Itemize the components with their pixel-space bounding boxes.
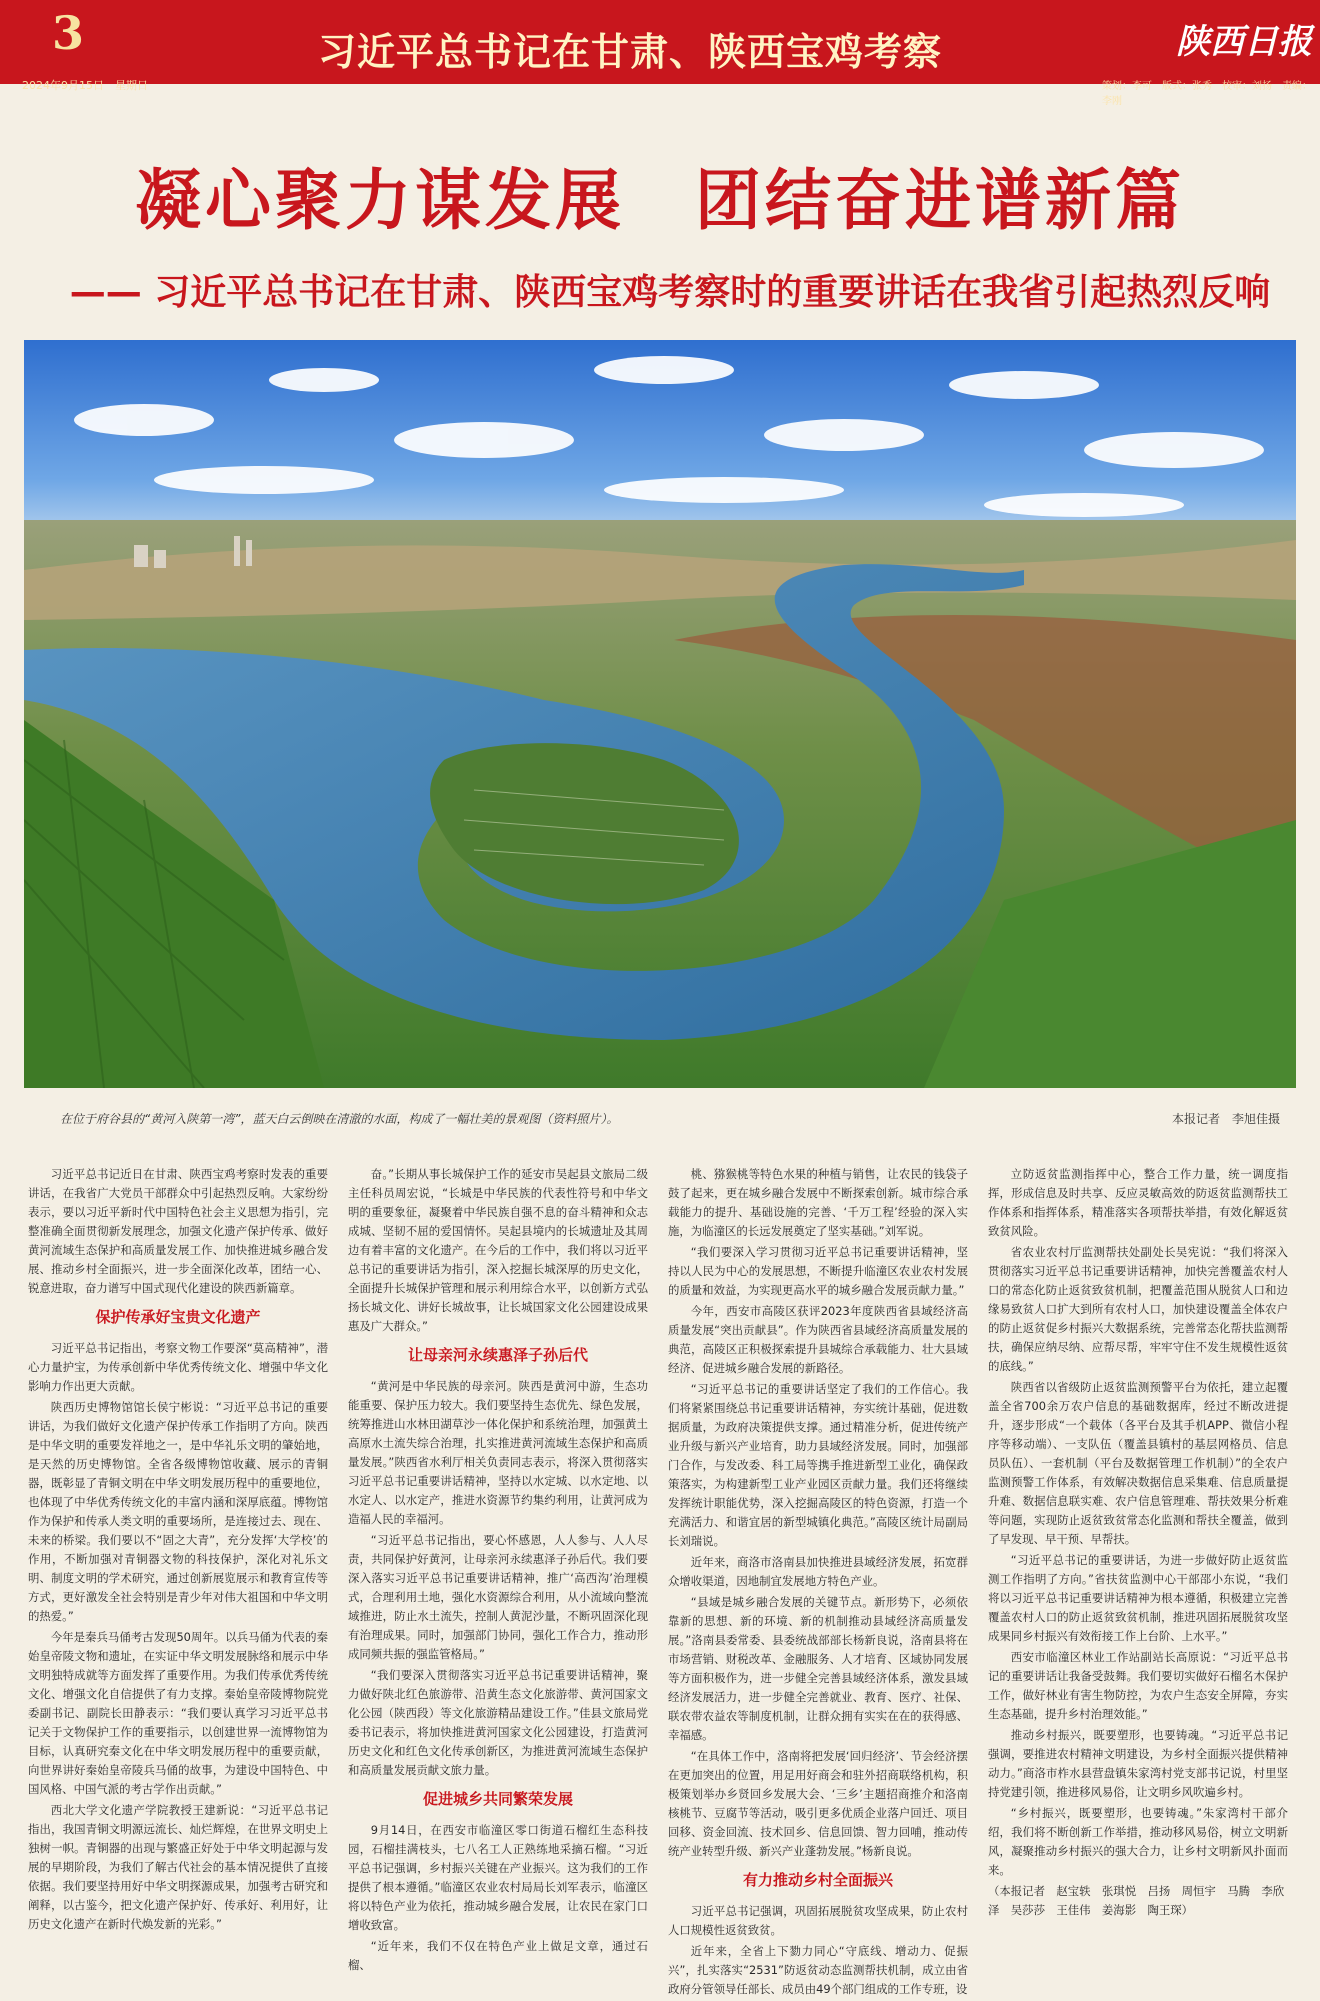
yellow-river-photo [24, 340, 1296, 1088]
paragraph: 桃、猕猴桃等特色水果的种植与销售，让农民的钱袋子鼓了起来，更在城乡融合发展中不断探索创新。城市综合承载能力的提升、基础设施的完善、‘千万工程’经验的深入实施，为临潼区的长远发展奠定了坚实基础。”刘军说。 [668, 1167, 968, 1238]
photo-caption: 在位于府谷县的“黄河入陕第一湾”，蓝天白云倒映在清澈的水面，构成了一幅壮美的景观图（资料照片）。 [60, 1112, 619, 1126]
reporter-credits: （本报记者 赵宝轶 张琪悦 吕扬 周恒宇 马腾 李欣泽 吴莎莎 王佳伟 姜海影 陶王琛） [988, 1884, 1285, 1917]
paragraph: 立防返贫监测指挥中心，整合工作力量，统一调度指挥，形成信息及时共享、反应灵敏高效的防返贫监测帮扶工作体系和指挥体系，精准落实各项帮扶举措，有效化解返贫致贫风险。 [988, 1167, 1288, 1238]
newspaper-masthead: 陕西日报 [1176, 22, 1312, 62]
paragraph: “乡村振兴，既要塑形，也要铸魂。”朱家湾村干部介绍，我们将不断创新工作举措，推动移风易俗，树立文明新风，凝聚推动乡村振兴的强大合力，让乡村文明新风扑面而来。 [988, 1806, 1288, 1877]
paragraph: 近年来，商洛市洛南县加快推进县域经济发展，拓宽群众增收渠道，因地制宜发展地方特色产业。 [668, 1555, 968, 1588]
issue-date: 2024年9月15日 星期日 [22, 79, 148, 92]
section-heading-rural-revitalization: 有力推动乡村全面振兴 [742, 1871, 893, 1889]
paragraph: 西安市临潼区林业工作站副站长高原说：“习近平总书记的重要讲话让我备受鼓舞。我们要切实做好石榴名木保护工作，做好林业有害生物防控，为农户生态安全屏障，夯实生态基础，提升乡村治理效能。” [988, 1650, 1288, 1721]
photo-credit: 本报记者 李旭佳摄 [1172, 1112, 1281, 1126]
paragraph: 习近平总书记强调，巩固拓展脱贫攻坚成果，防止农村人口规模性返贫致贫。 [668, 1904, 968, 1937]
paragraph: “黄河是中华民族的母亲河。陕西是黄河中游，生态功能重要、保护压力较大。我们要坚持生态优先、绿色发展，统筹推进山水林田湖草沙一体化保护和系统治理，加强黄土高原水土流失综合治理，扎实推进黄河流域生态保护和高质量发展。”陕西省水利厅相关负责同志表示，将深入贯彻落实习近平总书记重要讲话精神，坚持以水定城、以水定地、以水定人、以水定产，推进水资源节约集约利用，让黄河成为造福人民的幸福河。 [348, 1379, 648, 1526]
section-heading-yellow-river: 让母亲河永续惠泽子孙后代 [407, 1346, 588, 1364]
paragraph: “我们要深入学习贯彻习近平总书记重要讲话精神，坚持以人民为中心的发展思想，不断提升临潼区农业农村发展的质量和效益，为实现更高水平的城乡融合发展贡献力量。” [668, 1245, 968, 1297]
article-column-2 [348, 1165, 648, 1977]
paragraph: 西北大学文化遗产学院教授王建新说：“习近平总书记指出，我国青铜文明源远流长、灿烂辉煌，在世界文明史上独树一帜。青铜器的出现与繁盛正好处于中华文明起源与发展的早期阶段，为我们了解古代社会的基本情况提供了直接依据。我们要坚持用好中华文明探源成果，加强考古研究和阐释，以古鉴今，把文化遗产保护好、传承好、利用好，让历史文化遗产在新时代焕发新的光彩。” [28, 1803, 328, 1931]
paragraph: “习近平总书记指出，要心怀感恩，人人参与、人人尽责，共同保护好黄河，让母亲河永续惠泽子孙后代。我们要深入落实习近平总书记重要讲话精神，推广‘高西沟’治理模式，合理利用土地，强化水资源综合利用，从小流域向整流域推进，防止水土流失，控制人黄泥沙量，不断巩固深化现有治理成果。同时，加强部门协同，强化工作合力，推动形成同频共振的强监管格局。” [348, 1533, 648, 1661]
paragraph: 今年，西安市高陵区获评2023年度陕西省县域经济高质量发展“突出贡献县”。作为陕西省县域经济高质量发展的典范，高陵区正积极探索提升县城综合承载能力、壮大县域经济、促进城乡融合发展的新路径。 [668, 1304, 968, 1375]
paragraph: 推动乡村振兴，既要塑形，也要铸魂。“习近平总书记强调，要推进农村精神文明建设，为乡村全面振兴提供精神动力。”商洛市柞水县营盘镇朱家湾村党支部书记说，村里坚持党建引领，推进移风易俗，让文明乡风吹遍乡村。 [988, 1728, 1288, 1799]
article-intro: 习近平总书记近日在甘肃、陕西宝鸡考察时发表的重要讲话，在我省广大党员干部群众中引起热烈反响。大家纷纷表示，要以习近平新时代中国特色社会主义思想为指引，完整准确全面贯彻新发展理念，加强文化遗产保护传承、做好黄河流域生态保护和高质量发展工作、加快推进城乡融合发展、推动乡村全面振兴，进一步全面深化改革，团结一心、锐意进取，奋力谱写中国式现代化建设的陕西新篇章。 [28, 1167, 328, 1295]
page-number: 3 [52, 6, 85, 60]
article-column-3 [668, 1165, 968, 2001]
paragraph: 近年来，全省上下勠力同心“守底线、增动力、促振兴”，扎实落实“2531”防返贫动态监测帮扶机制，成立由省政府分管领导任部长、成员由49个部门组成的工作专班，设 [668, 1944, 968, 1996]
paragraph: 陕西省以省级防止返贫监测预警平台为依托，建立起覆盖全省700余万农户信息的基础数据库，经过不断改进提升，逐步形成“一个载体（各平台及其手机APP、微信小程序等移动端）、一支队伍（覆盖县镇村的基层网格员、信息员队伍）、一套机制（平台及数据管理工作机制）”的全农户监测预警工作体系，有效解决数据信息采集难、信息质量提升难、数据信息联实难、农户信息管理难、帮扶效果分析难等问题，实现防止返贫致贫常态化监测和帮扶全覆盖，做到了早发现、早干预、早帮扶。 [988, 1380, 1288, 1546]
paragraph: “县域是城乡融合发展的关键节点。新形势下，必须依靠新的思想、新的环境、新的机制推动县域经济高质量发展。”洛南县委常委、县委统战部部长杨新良说，洛南县将在市场营销、财税改革、金融服务、人才培育、区域协同发展等方面积极作为，进一步健全完善县域经济体系，激发县域经济发展活力，进一步健全完善就业、教育、医疗、社保、联农带农益农等制度机制，让群众拥有实实在在的获得感、幸福感。 [668, 1595, 968, 1742]
paragraph: “近年来，我们不仅在特色产业上做足文章，通过石榴、 [348, 1939, 648, 1972]
paragraph: 习近平总书记指出，考察文物工作要深“莫高精神”，潜心力量护宝，为传承创新中华优秀传统文化、增强中华文化影响力作出更大贡献。 [28, 1341, 328, 1393]
sub-headline: —— 习近平总书记在甘肃、陕西宝鸡考察时的重要讲话在我省引起热烈反响 [69, 272, 1271, 313]
editor-credits: 策划：李可 版式：张秀 校审：刘扬 责编：李刚 [1102, 81, 1312, 107]
paragraph: 奋。”长期从事长城保护工作的延安市吴起县文旅局二级主任科员周宏说，“长城是中华民族的代表性符号和中华文明的重要象征，凝聚着中华民族自强不息的奋斗精神和众志成城、坚韧不屈的爱国情怀。吴起县境内的长城遗址及其周边有着丰富的文化遗产。在今后的工作中，我们将以习近平总书记的重要讲话为指引，深入挖掘长城深厚的历史文化，全面提升长城保护管理和展示利用综合水平，以创新方式弘扬长城文化、讲好长城故事，让长城国家文化公园建设成果惠及广大群众。” [348, 1167, 648, 1333]
paragraph: 9月14日，在西安市临潼区零口街道石榴红生态科技园，石榴挂满枝头，七八名工人正熟练地采摘石榴。“习近平总书记强调，乡村振兴关键在产业振兴。这为我们的工作提供了根本遵循。”临潼区农业农村局局长刘军表示，临潼区将以特色产业为依托，推动城乡融合发展，让农民在家门口增收致富。 [348, 1823, 648, 1932]
paragraph: “在具体工作中，洛南将把发展‘回归经济’、节会经济摆在更加突出的位置，用足用好商会和驻外招商联络机构，积极策划举办乡贤回乡发展大会、‘三乡’主题招商推介和洛南核桃节、豆腐节等活动，吸引更多优质企业落户回迁、项目回移、资金回流、技术回乡、信息回馈、智力回哺，推动传统产业转型升级、新兴产业蓬勃发展。”杨新良说。 [668, 1749, 968, 1858]
section-title: 习近平总书记在甘肃、陕西宝鸡考察 [318, 30, 943, 74]
section-header-bar [0, 0, 1320, 107]
paragraph: 省农业农村厅监测帮扶处副处长吴宪说：“我们将深入贯彻落实习近平总书记重要讲话精神，加快完善覆盖农村人口的常态化防止返贫致贫机制，把覆盖范围从脱贫人口和边缘易致贫人口扩大到所有农村人口，加快建设覆盖全体农户的防止返贫促乡村振兴大数据系统，完善常态化帮扶监测帮扶，确保应纳尽纳、应帮尽帮，牢牢守住不发生规模性返贫的底线。” [988, 1245, 1288, 1373]
paragraph: “习近平总书记的重要讲话坚定了我们的工作信心。我们将紧紧围绕总书记重要讲话精神，夯实统计基础，促进数据质量，为政府决策提供支撑。通过精准分析，促进传统产业升级与新兴产业培育，助力县域经济发展。同时，加强部门合作，与发改委、科工局等携手推进新型工业化，确保政策落实，为构建新型工业产业园区贡献力量。我们还将继续发挥统计职能优势，深入挖掘高陵区的特色资源，打造一个充满活力、和谐宜居的新型城镇化典范。”高陵区统计局副局长刘瑞说。 [668, 1382, 968, 1548]
section-heading-heritage: 保护传承好宝贵文化遗产 [95, 1308, 261, 1326]
article-column-1 [28, 1165, 328, 1936]
paragraph: “习近平总书记的重要讲话，为进一步做好防止返贫监测工作指明了方向。”省扶贫监测中心干部邵小东说，“我们将以习近平总书记重要讲话精神为根本遵循，积极建立完善覆盖农村人口的防止返贫致贫机制，推进巩固拓展脱贫攻坚成果同乡村振兴有效衔接工作上台阶、上水平。” [988, 1553, 1288, 1643]
river-bend-photo [24, 340, 1296, 1088]
paragraph: 陕西历史博物馆馆长侯宁彬说：“习近平总书记的重要讲话，为我们做好文化遗产保护传承工作指明了方向。陕西是中华文明的重要发祥地之一，是中华礼乐文明的肇始地，是天然的历史博物馆。全省各级博物馆收藏、展示的青铜器，既彰显了青铜文明在中华文明发展历程中的重要地位，也体现了中华优秀传统文化的丰富内涵和深厚底蕴。博物馆作为保护和传承人类文明的重要场所，是连接过去、现在、未来的桥梁。我们要以不“固之大青”，充分发挥‘大学校’的作用，不断加强对青铜器文物的科技保护，深化对礼乐文明、制度文明的学术研究，通过创新展览展示和教育宣传等方式，更好激发全社会特别是青少年对伟大祖国和中华文明的热爱。” [28, 1400, 328, 1623]
paragraph: “我们要深入贯彻落实习近平总书记重要讲话精神，聚力做好陕北红色旅游带、沿黄生态文化旅游带、黄河国家文化公园（陕西段）等文化旅游精品建设工作。”佳县文旅局党委书记表示，将加快推进黄河国家文化公园建设，打造黄河历史文化和红色文化传承创新区，为推进黄河流域生态保护和高质量发展贡献文旅力量。 [348, 1668, 648, 1777]
section-heading-urban-rural: 促进城乡共同繁荣发展 [422, 1790, 573, 1808]
article-column-4 [988, 1165, 1288, 1922]
main-headline: 凝心聚力谋发展 团结奋进谱新篇 [135, 162, 1185, 239]
paragraph: 今年是秦兵马俑考古发现50周年。以兵马俑为代表的秦始皇帝陵文物和遗址，在实证中华文明发展脉络和展示中华文明独特成就等方面发挥了重要作用。为我们传承优秀传统文化、增强文化自信提供了有力支撑。秦始皇帝陵博物院党委副书记、副院长田静表示：“我们要认真学习习近平总书记关于文物保护工作的重要指示，以创建世界一流博物馆为目标，认真研究秦文化在中华文明发展历程中的重要贡献，向世界讲好秦始皇帝陵兵马俑的故事，为建设中国特色、中国风格、中国气派的考古学作出贡献。” [28, 1630, 328, 1796]
